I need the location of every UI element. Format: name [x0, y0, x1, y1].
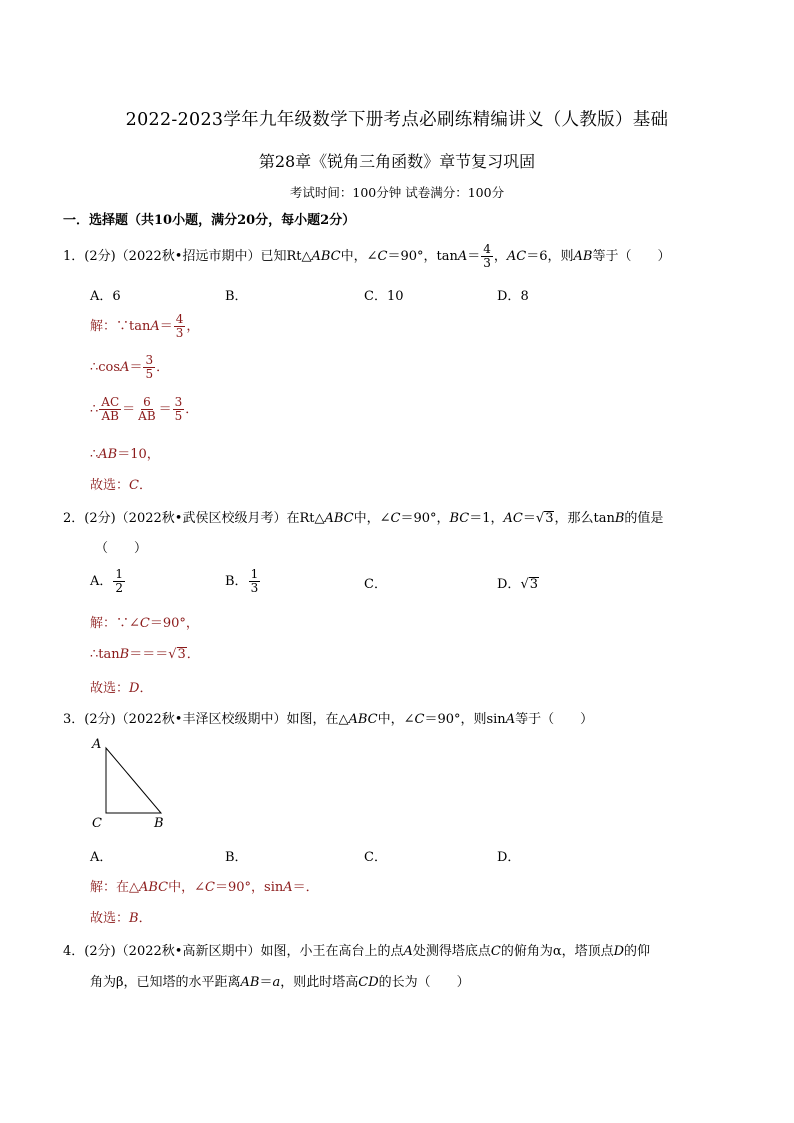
section-heading: 一．选择题（共10小题，满分20分，每小题2分）	[63, 213, 356, 228]
q3-solution-line-1: 解：在△ABC中，∠C＝90°，sinA＝．	[90, 880, 319, 895]
q2-option-c[interactable]: C．	[364, 577, 387, 592]
q1-solution-line-3: ∴ $\frac{AC}{AB}$ ＝ $\frac{6}{AB}$ ＝ $\frac{3}{5}$ ．	[90, 395, 199, 423]
q2-option-d[interactable]: D．√ 3	[497, 577, 539, 592]
vertex-label-a: A	[92, 737, 102, 752]
document-title: 2022-2023学年九年级数学下册考点必刷练精编讲义（人教版）基础	[125, 110, 669, 130]
exam-info: 考试时间：100分钟 试卷满分：100分	[289, 185, 505, 200]
triangle-abc	[106, 748, 161, 813]
q1-option-c[interactable]: C．10	[364, 289, 404, 304]
q2-solution-line-2: ∴tanB＝＝＝√ 3 ．	[90, 647, 200, 662]
q1-solution-line-1: 解：∵tanA＝ $\frac{4}{3}$ ，	[90, 312, 200, 340]
q2-option-b[interactable]: B． $\frac{1}{3}$	[225, 567, 259, 595]
triangle-figure	[86, 734, 176, 834]
q3-option-d[interactable]: D．	[497, 850, 521, 865]
q2-paren: （ ）	[95, 541, 148, 556]
vertex-label-b: B	[154, 816, 164, 831]
q1-option-d[interactable]: D．8	[497, 289, 529, 304]
q1-option-b[interactable]: B．	[225, 289, 248, 304]
question-4-line-1: 4．(2分)（2022秋•高新区期中）如图，小王在高台上的点A处测得塔底点C的俯角为α，塔顶点D的仰	[63, 944, 651, 959]
q3-option-a[interactable]: A．	[90, 850, 113, 865]
q2-solution-line-1: 解：∵∠C＝90°，	[90, 616, 199, 631]
question-4-line-2: 角为β，已知塔的水平距离AB＝a，则此时塔高CD的长为（ ）	[90, 975, 470, 990]
chapter-title: 第28章《锐角三角函数》章节复习巩固	[258, 152, 536, 171]
q1-option-a[interactable]: A．6	[90, 289, 121, 304]
q3-answer: 故选：B．	[90, 911, 152, 926]
q1-answer: 故选：C．	[90, 478, 152, 493]
q1-solution-line-4: ∴AB＝10，	[90, 447, 160, 462]
q3-option-c[interactable]: C．	[364, 850, 387, 865]
question-1: 1．(2分)（2022秋•招远市期中）已知Rt△ABC中，∠C＝90°，tanA＝ $\frac{4}{3}$ ，AC＝6，则AB等于（ ）	[63, 242, 671, 270]
vertex-label-c: C	[92, 816, 102, 831]
q2-option-a[interactable]: A． $\frac{1}{2}$	[90, 567, 124, 595]
q2-answer: 故选：D．	[90, 681, 153, 696]
q3-option-b[interactable]: B．	[225, 850, 248, 865]
question-2: 2．(2分)（2022秋•武侯区校级月考）在Rt△ABC中，∠C＝90°，BC＝1，AC＝√ 3 ，那么tanB的值是	[63, 511, 664, 526]
fraction: $\frac{4}{3}$	[483, 242, 491, 270]
question-3: 3．(2分)（2022秋•丰泽区校级期中）如图，在△ABC中，∠C＝90°，则sinA等于（ ）	[63, 712, 594, 727]
sqrt: √ 3	[535, 511, 554, 526]
q1-solution-line-2: ∴cosA＝ $\frac{3}{5}$ ．	[90, 353, 170, 381]
